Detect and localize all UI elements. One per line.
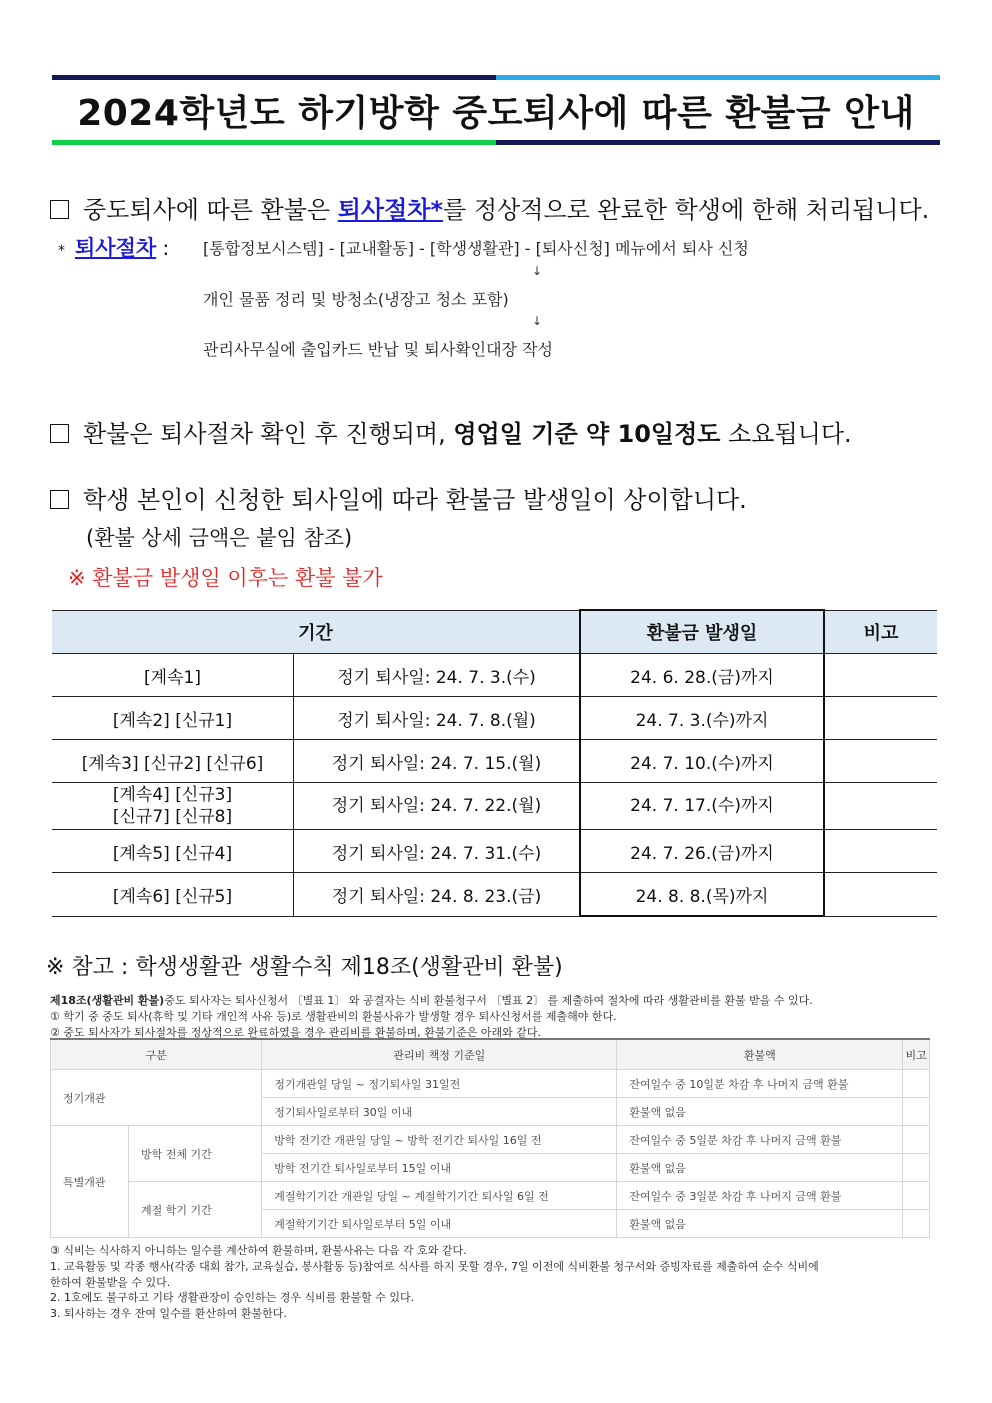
- cell-checkout-date: 정기 퇴사일: 24. 8. 23.(금): [294, 873, 581, 917]
- item-3: 3. 퇴사하는 경우 잔여 일수를 환산하여 환불한다.: [50, 1307, 287, 1320]
- procedure-label: [58, 232, 169, 262]
- table-row: [52, 740, 937, 783]
- cell-basis: 방학 전기간 개관일 당일 ~ 방학 전기간 퇴사일 16일 전: [262, 1126, 617, 1154]
- cell-note: [824, 697, 937, 740]
- cell-checkout-date: 정기 퇴사일: 24. 7. 22.(월): [294, 783, 581, 830]
- table-row: [52, 783, 937, 830]
- down-arrow-icon: ↓: [532, 264, 543, 278]
- para2-suffix: 소요됩니다.: [720, 420, 852, 448]
- cell-group: [계속3] [신규2] [신규6]: [52, 740, 294, 783]
- table-row: [52, 830, 937, 873]
- sub-header-basis: 관리비 책정 기준일: [262, 1039, 617, 1070]
- cell-group: [계속1]: [52, 654, 294, 697]
- para1-suffix: 를 정상적으로 완료한 학생에 한해 처리됩니다.: [443, 196, 930, 224]
- article-head: 제18조(생활관비 환불): [50, 994, 165, 1007]
- title-bar-top-right: [496, 75, 940, 80]
- cell-basis: 정기퇴사일로부터 30일 이내: [262, 1098, 617, 1126]
- cell-note: [903, 1126, 930, 1154]
- cat-special: 특별개관: [51, 1126, 129, 1238]
- cell-group-line-1: [계속4] [신규3]: [112, 785, 233, 805]
- cell-note: [903, 1210, 930, 1238]
- cell-note: [824, 654, 937, 697]
- item-1b: 한하여 환불받을 수 있다.: [50, 1276, 171, 1289]
- page-title: 2024학년도 하기방학 중도퇴사에 따른 환불금 안내: [77, 93, 915, 134]
- cell-note: [903, 1098, 930, 1126]
- cell-basis: 계절학기기간 개관일 당일 ~ 계절학기기간 퇴사일 6일 전: [262, 1182, 617, 1210]
- cell-note: [824, 740, 937, 783]
- cell-group: [계속6] [신규5]: [52, 873, 294, 917]
- para2-prefix: 환불은 퇴사절차 확인 후 진행되며,: [83, 420, 454, 448]
- item-2: 2. 1호에도 불구하고 기타 생활관장이 승인하는 경우 식비를 환불할 수 있다.: [50, 1291, 415, 1304]
- clause-1: ① 학기 중 중도 퇴사(휴학 및 기타 개인적 사유 등)로 생활관비의 환불사유가 발생할 경우 퇴사신청서를 제출해야 한다.: [50, 1010, 617, 1023]
- procedure-step-3: 관리사무실에 출입카드 반납 및 퇴사확인대장 작성: [203, 340, 554, 359]
- refund-detail-note: (환불 상세 금액은 붙임 참조): [86, 526, 353, 550]
- cell-group: [52, 783, 294, 830]
- sub-header-refund: 환불액: [617, 1039, 903, 1070]
- cell-note: [903, 1154, 930, 1182]
- cell-basis: 정기개관일 당일 ~ 정기퇴사일 31일전: [262, 1070, 617, 1098]
- reference-title: ※ 참고 : 학생생활관 생활수칙 제18조(생활관비 환불): [46, 955, 563, 980]
- table-row: [52, 873, 937, 917]
- clause-2: ② 중도 퇴사자가 퇴사절차를 정상적으로 완료하였을 경우 관리비를 환불하며, 환불기준은 아래와 같다.: [50, 1026, 541, 1039]
- cell-note: [824, 830, 937, 873]
- item-1a: 1. 교육활동 및 각종 행사(각종 대회 참가, 교육실습, 봉사활동 등)참여로 식사를 하지 못할 경우, 7일 이전에 식비환불 청구서와 증빙자료를 제출하여 순수 식비에: [50, 1260, 819, 1273]
- table-header-row: [52, 610, 937, 654]
- title-bar-top-left: [52, 75, 496, 80]
- article-body: 중도 퇴사자는 퇴사신청서 〔별표 1〕 와 공결자는 식비 환불청구서 〔별표 2〕 를 제출하여 절차에 따라 생활관비를 환불 받을 수 있다.: [164, 994, 813, 1007]
- table-row: [52, 697, 937, 740]
- title-bar-bottom-right: [496, 140, 940, 145]
- cell-refund-date: 24. 7. 3.(수)까지: [580, 697, 824, 740]
- paragraph-refund-date: [50, 480, 747, 515]
- cell-note: [824, 873, 937, 917]
- paragraph-refund-condition: [50, 190, 929, 225]
- sub-header-note: 비고: [903, 1039, 930, 1070]
- sub-table-row: [51, 1182, 930, 1210]
- title-banner: [52, 75, 940, 145]
- article-18: [50, 992, 813, 1008]
- down-arrow-icon: ↓: [532, 314, 543, 328]
- cell-refund-date: 24. 6. 28.(금)까지: [580, 654, 824, 697]
- procedure-step-2: 개인 물품 정리 및 방청소(냉장고 청소 포함): [203, 290, 509, 309]
- cat-regular: 정기개관: [51, 1070, 262, 1126]
- refund-criteria-table: [50, 1038, 930, 1238]
- header-note: 비고: [824, 610, 937, 654]
- cell-group-line-2: [신규7] [신규8]: [112, 807, 233, 827]
- cell-refund-date: 24. 8. 8.(목)까지: [580, 873, 824, 917]
- sub-table-row: [51, 1070, 930, 1098]
- para1-prefix: 중도퇴사에 따른 환불은: [83, 196, 338, 224]
- cell-note: [903, 1070, 930, 1098]
- cell-refund-date: 24. 7. 26.(금)까지: [580, 830, 824, 873]
- cell-checkout-date: 정기 퇴사일: 24. 7. 15.(월): [294, 740, 581, 783]
- checkbox-square-icon: [50, 490, 69, 509]
- clause-3: ③ 식비는 식사하지 아니하는 일수를 계산하여 환불하며, 환불사유는 다음 각 호와 같다.: [50, 1244, 467, 1257]
- procedure-step-1: [통합정보시스템] - [교내활동] - [학생생활관] - [퇴사신청] 메뉴에서 퇴사 신청: [203, 239, 749, 258]
- para2-emphasis: 영업일 기준 약 10일정도: [453, 420, 721, 448]
- title-bar-bottom-left: [52, 140, 496, 145]
- cell-note: [903, 1182, 930, 1210]
- sub-table-row: [51, 1126, 930, 1154]
- cell-refund: 환불액 없음: [617, 1154, 903, 1182]
- asterisk-icon: *: [58, 243, 65, 259]
- cell-refund: 잔여일수 중 5일분 차감 후 나머지 금액 환불: [617, 1126, 903, 1154]
- sub-seasonal-semester: 계절 학기 기간: [129, 1182, 262, 1238]
- cell-checkout-date: 정기 퇴사일: 24. 7. 31.(수): [294, 830, 581, 873]
- cell-refund: 환불액 없음: [617, 1098, 903, 1126]
- cell-basis: 방학 전기간 퇴사일로부터 15일 이내: [262, 1154, 617, 1182]
- paragraph-processing-time: [50, 414, 852, 449]
- cell-note: [824, 783, 937, 830]
- cell-checkout-date: 정기 퇴사일: 24. 7. 3.(수): [294, 654, 581, 697]
- sub-full-vacation: 방학 전체 기간: [129, 1126, 262, 1182]
- procedure-link[interactable]: 퇴사절차*: [337, 196, 444, 224]
- cell-refund: 잔여일수 중 10일분 차감 후 나머지 금액 환불: [617, 1070, 903, 1098]
- cell-refund: 환불액 없음: [617, 1210, 903, 1238]
- cell-refund-date: 24. 7. 10.(수)까지: [580, 740, 824, 783]
- cell-group: [계속2] [신규1]: [52, 697, 294, 740]
- sub-table-header: [51, 1039, 930, 1070]
- cell-basis: 계절학기기간 퇴사일로부터 5일 이내: [262, 1210, 617, 1238]
- cell-refund-date: 24. 7. 17.(수)까지: [580, 783, 824, 830]
- cell-group: [계속5] [신규4]: [52, 830, 294, 873]
- cell-refund: 잔여일수 중 3일분 차감 후 나머지 금액 환불: [617, 1182, 903, 1210]
- refund-schedule-table: [52, 609, 937, 917]
- table-row: [52, 654, 937, 697]
- cell-checkout-date: 정기 퇴사일: 24. 7. 8.(월): [294, 697, 581, 740]
- checkbox-square-icon: [50, 200, 69, 219]
- refund-warning: ※ 환불금 발생일 이후는 환불 불가: [68, 566, 383, 590]
- checkbox-square-icon: [50, 424, 69, 443]
- header-refund-date: 환불금 발생일: [580, 610, 824, 654]
- procedure-label-link[interactable]: 퇴사절차: [75, 236, 157, 260]
- header-period: 기간: [52, 610, 580, 654]
- sub-header-category: 구분: [51, 1039, 262, 1070]
- para3-text: 학생 본인이 신청한 퇴사일에 따라 환불금 발생일이 상이합니다.: [83, 486, 747, 514]
- procedure-colon: :: [156, 236, 170, 260]
